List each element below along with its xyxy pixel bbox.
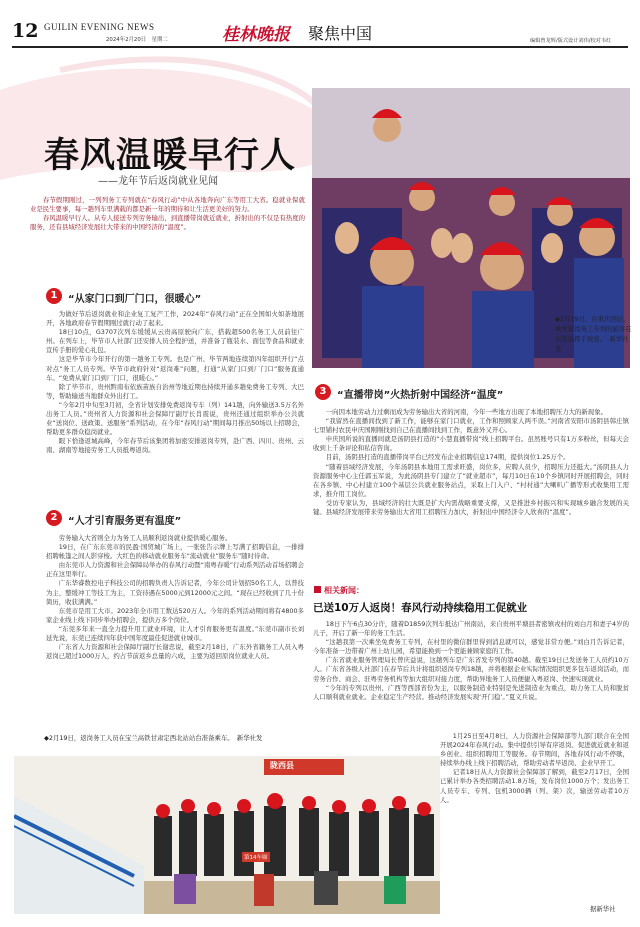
article-subtitle: ——龙年节后返岗就业见闻 [98, 176, 218, 187]
paragraph: “随着县域经济发展，今年汤阴县本地用工需求旺盛，岗位多，应聘人员少，招聘压力还挺大。”汤阴县人力资源服务中心主任郭玉军说，为此汤阴县专门建立了“就业超市”，每月10日在10个乡镇同时开展招聘会，同时在各乡镇、中心村建立100个基层公共就业服务站点，采取上门入户、“村村通”大喇叭广播等形式收集用工需求，推介用工岗位。 [313, 462, 629, 498]
platform-illustration [14, 756, 440, 914]
paragraph: 申庆国所说的直播间就是汤阴县打造的“小慧直播带岗”线上招聘平台。虽然账号只有1万多粉丝，但每天会收到上千条评论和私信咨询。 [313, 435, 629, 453]
paragraph: 1月25日至4月8日，人力资源社会保障部等九部门联合在全国开展2024年春风行动。集中提供引导有序返岗、促进就近就业和返乡创业、组织招聘用工等服务。春节期间，各地春风行动不停歇，持续举办线上线下招聘活动，帮助劳动者早返岗、企业早开工。 [440, 732, 629, 768]
paragraph: 目前，汤阴县打造的直播带岗平台已经发布企业招聘信息174期，提供岗位1.25万个。 [325, 453, 570, 462]
related-news-body-top [313, 620, 629, 732]
top-photo-caption: ◆2月19日，在重庆西站，乘坐返岗务工专列的旅客在出发前挥手致意。 新华社发 [555, 315, 632, 353]
paragraph: “今年的专列以贵州、广西等西部省份为主，以服务制造业特别是先进制造业为重点，助力务工人员和脱贫人口顺利就业就业。企业稳定生产经营。推动经济发展实现‘开门稳’。”夏义兵说。 [313, 683, 629, 701]
station-sign: 陇西县 [270, 761, 294, 770]
paragraph: 19日，在广东东莞市的民盈·国贸城广场上，一张张告示牌上写满了招聘信息，一排排招聘帐篷之间人影穿梭。大红色的移动就业服务车“流动就业”服务车”随时待命。 [46, 543, 304, 561]
editor-credits: 编辑曾龙辉/版式设计刘伟/校对韦红 [530, 38, 612, 44]
lead-paragraph: 春节假期刚过，一列列务工专列就在“春风行动”中从各地奔向广东等用工大省。稳就业保就业是民生要事，每一趟列车里满载的都是新一年的期待和让生活更美好的努力。 [30, 196, 305, 214]
related-label-text: 相关新闻： [324, 586, 364, 595]
paragraph: 东莞市是用工大市。2023年全市用工数达520万人。今年的系列活动期间将有4800多家企业线上线下同步举办招聘会，提供万多个岗位。 [46, 606, 304, 624]
paragraph: 为做好节后返岗就业和企业复工复产工作，2024年“春风行动”正在全国如火如荼地展开，各地政府春节假期刚过就行动了起来。 [46, 310, 304, 328]
section-title: “直播带岗”火热折射中国经济“温度” [337, 390, 504, 401]
paragraph: 广东省就业服务管理局长曾庆益说，这趟列车是广东省发专列的第40趟。截至19日已发送务工人员约10万人。广东省各级人社部门在春节后共计将组织返岗专列18趟，并将根据企业实际情况组织更多包车返岗活动，而劳务合作、商会、驻粤劳务机构等加大组织对接力度，帮助异地务工人员便捷入粤返岗、快速实现就业。 [313, 656, 629, 683]
section-name: 聚焦中国 [308, 24, 373, 43]
paragraph: 除了毕节市，贵州黔南布依族苗族自治州等地近期也持续开通多趟免费务工专列、大巴等，帮助输送当地群众外出打工。 [46, 382, 304, 400]
paragraph: 由东莞市人力资源和社会保障局举办的春风行动暨“南粤春暖”行动系列活动首场招聘会正在这里举行。 [46, 561, 304, 579]
article-title: 春风温暖早行人 [44, 135, 297, 176]
bottom-photo-platform [14, 756, 440, 914]
related-news-label [314, 585, 364, 596]
red-square-icon [314, 586, 321, 593]
section-title: “人才引育服务更有温度” [68, 516, 182, 527]
page-number: 12 [12, 20, 39, 42]
paragraph: “我留然在直播间找到了新工作，能够在家门口就业，工作和照顾家人两不误。”河南省安阳市汤阴县韩庄镇七里铺村农民申庆国刚刚找到自己在直播间找到工作，既意外又开心。 [313, 417, 629, 435]
paragraph: 广东省人力资源和社会保障厅副厅长谢忠说，截至2月18日，广东外省籍务工人员入粤返岗已超过1000万人，约占节前返乡总量的六成，主要为返回原岗位就业人员。 [46, 643, 304, 661]
paragraph: 一向因本地劳动力过剩而成为劳务输出大省的河南，今年一些地方出现了本地招聘压力大的新现象。 [325, 408, 607, 416]
paragraph: 18日下午6点30分许，随着D1859次列车抵达广州南站，来自贵州平塘县者密镇戎村的刘白月和妻子4岁的儿子，开启了新一年的务工生活。 [313, 620, 629, 638]
paragraph: “这趟我第一次乘坐免费务工专列，在村里的微信群里得到消息就可以，感觉非常方便。”刘白月告诉记者，今年准备一边带着广州上幼儿园，希望能换到一个更能兼顾家庭的工作。 [313, 638, 629, 656]
related-source: 据新华社 [590, 905, 616, 913]
paragraph: 记者18日从人力资源社会保障部了解到，截至2月17日，全国已累计举办各类招聘活动1.8万场，发布岗位1000万个；发出务工人员专车、专列、包机3000辆（列、架）次，输送劳动者10万人。 [440, 768, 629, 804]
paragraph: 这是毕节市今年开行的第一趟务工专列。也是广州、毕节两地连续第四年组织开行“点对点”务工人员专列。毕节市政府针对“返岗难”问题，打通“从家门口到厂门口”服务直通车。“免费从家门口到厂门口，很暖心。” [46, 355, 304, 382]
related-news-body-bottom [440, 732, 629, 898]
article-lead [30, 196, 305, 232]
related-news-title: 已送10万人返岗！春风行动持续稳用工促就业 [313, 602, 528, 614]
section-number-badge: 3 [315, 384, 331, 400]
paragraph: 劳务输入大省则全力为务工人员顺利返岗就业提供暖心服务。 [58, 534, 232, 542]
paragraph: “东莞多年来一直全力提升用工就业环境，让人才引育服务更有温度。”东莞市副市长刘延先说，东莞已连续四年获中国年度最佳促进就业城市。 [46, 624, 304, 643]
paper-name: GUILIN EVENING NEWS [44, 22, 155, 32]
paragraph: 18日10点，G3707次列车缓缓从云贵高原驶向广东，搭载超500名务工人员前往广州。在列车上，毕节市人社部门还安排人员全程护送，并准备了瓶装水、面包等食品和就业宣传手册的爱心礼包。 [46, 328, 304, 355]
bottom-photo-caption: ◆2月19日，返岗务工人员在宝兰高铁甘肃定西北站站台准备乘车。 新华社发 [44, 734, 263, 742]
paragraph: 眼下恰逢返城高峰，今年春节后该集团将加密安排返岗专列，赴广西、四川、贵州、云南、湖南等地接劳务工人员抵粤返岗。 [46, 437, 304, 455]
carriage-sign: 第14车厢 [242, 852, 270, 862]
paragraph: 受访专家认为，县域经济的壮大既是扩大内需战略重要支撑，又是推进乡村振兴和实现城乡融合发展的关键。县域经济发展带来劳务输出大省用工招聘压力加大，折射出中国经济令人欣喜的“温度”。 [313, 498, 629, 517]
section-3-body [313, 408, 629, 574]
section-title: “从家门口到厂门口，很暖心” [68, 294, 202, 305]
paragraph: 广东华睿数控电子科技公司的招聘负责人告诉记者，今年公司计划招50名工人，以普技为主，整缓冲工等技工为主，工资待遇在5000元到12000元之间。“现在已经收到了几十份简历，收获满满。” [46, 579, 304, 606]
section-1-body [46, 310, 304, 500]
header-rule [12, 46, 628, 48]
section-2-body [46, 534, 304, 726]
section-number-badge: 2 [46, 510, 62, 526]
section-number-badge: 1 [46, 288, 62, 304]
issue-date: 2024年2月20日 星期二 [106, 37, 168, 43]
lead-paragraph: 春风温暖早行人。从专人接送专列劳务输出，到直播带岗就近就业，折射出的不仅是有热度的服务，还有县域经济发展壮大带来的中国经济的“温度”。 [30, 214, 305, 232]
paper-logo: 桂林晚报 [222, 25, 290, 45]
paragraph: “今年2月中旬至3月初，全省计划安排免费返岗专车（列）141趟，向外输送3.5万名外出务工人员。”贵州省人力资源和社会保障厅副厅长肖震说，贵州还通过组织举办公共就业“送岗位、送政策、送服务”系列活动，在今年“春风行动”期间每月推出50场以上招聘会，帮助更多群众稳岗就业。 [46, 400, 304, 437]
